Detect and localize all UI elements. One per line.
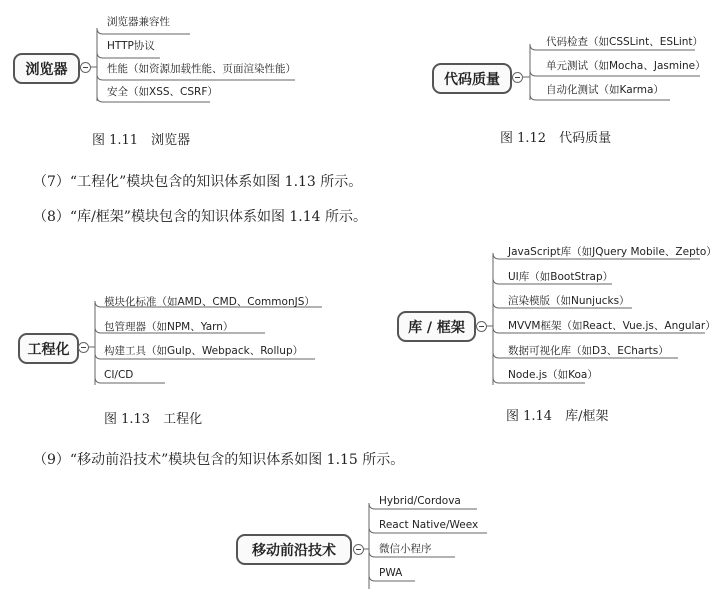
mindmap-item: 自动化测试（如Karma）: [546, 84, 664, 96]
mindmap-item: 渲染模版（如Nunjucks）: [508, 295, 630, 307]
body-paragraph: （8）“库/框架”模块包含的知识体系如图 1.14 所示。: [33, 209, 368, 225]
mindmap-root-code-quality: 代码质量: [432, 63, 512, 94]
body-paragraph: （7）“工程化”模块包含的知识体系如图 1.13 所示。: [33, 174, 363, 190]
mindmap-item: UI库（如BootStrap）: [508, 271, 614, 283]
mindmap-item: 浏览器兼容性: [107, 16, 170, 28]
mindmap-item: 安全（如XSS、CSRF）: [107, 86, 218, 98]
mindmap-item: 性能（如资源加载性能、页面渲染性能）: [107, 63, 296, 75]
mindmap-root-frameworks: 库 / 框架: [397, 311, 476, 342]
figure-caption: 图 1.12 代码质量: [500, 131, 612, 146]
mindmap-item: 包管理器（如NPM、Yarn）: [104, 321, 234, 333]
collapse-icon[interactable]: [512, 72, 523, 83]
mindmap-item: 单元测试（如Mocha、Jasmine）: [546, 60, 706, 72]
mindmap-item: PWA: [379, 567, 403, 579]
mindmap-item: Node.js（如Koa）: [508, 369, 598, 381]
mindmap-root-engineering: 工程化: [18, 333, 79, 364]
mindmap-root-browser: 浏览器: [13, 53, 80, 84]
mindmap-item: HTTP协议: [107, 40, 155, 52]
collapse-icon[interactable]: [80, 62, 91, 73]
mindmap-item: 微信小程序: [379, 543, 432, 555]
mindmap-item: 代码检查（如CSSLint、ESLint）: [546, 36, 704, 48]
mindmap-item: Hybrid/Cordova: [379, 495, 461, 507]
mindmap-item: 数据可视化库（如D3、ECharts）: [508, 345, 669, 357]
figure-caption: 图 1.13 工程化: [104, 412, 203, 427]
collapse-icon[interactable]: [353, 544, 364, 555]
mindmap-item: MVVM框架（如React、Vue.js、Angular）: [508, 320, 716, 332]
mindmap-item: 模块化标准（如AMD、CMD、CommonJS）: [104, 296, 315, 308]
figure-caption: 图 1.11 浏览器: [92, 133, 191, 148]
mindmap-root-mobile: 移动前沿技术: [236, 534, 352, 565]
figure-caption: 图 1.14 库/框架: [506, 409, 609, 424]
mindmap-item: CI/CD: [104, 369, 134, 381]
mindmap-item: React Native/Weex: [379, 519, 479, 531]
body-paragraph: （9）“移动前沿技术”模块包含的知识体系如图 1.15 所示。: [33, 452, 405, 468]
mindmap-item: JavaScript库（如JQuery Mobile、Zepto）: [508, 246, 717, 258]
collapse-icon[interactable]: [78, 342, 89, 353]
collapse-icon[interactable]: [476, 321, 487, 332]
mindmap-item: 构建工具（如Gulp、Webpack、Rollup）: [104, 345, 304, 357]
